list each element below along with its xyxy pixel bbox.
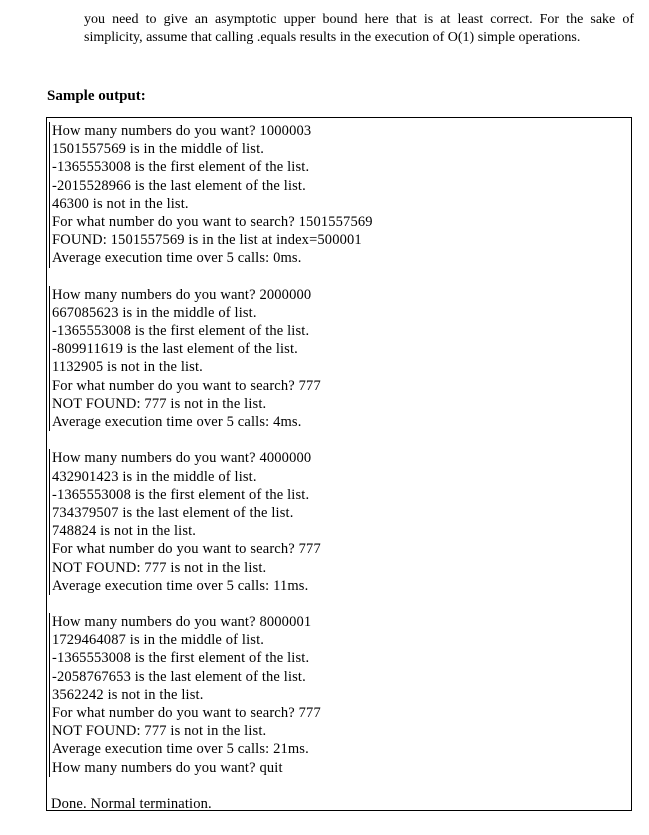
output-line: How many numbers do you want? 8000001 xyxy=(49,613,631,631)
output-line: 667085623 is in the middle of list. xyxy=(49,304,631,322)
output-line: 3562242 is not in the list. xyxy=(49,686,631,704)
blank-line xyxy=(50,595,631,613)
blank-line xyxy=(50,268,631,286)
output-line: -1365553008 is the first element of the list. xyxy=(49,486,631,504)
output-line: How many numbers do you want? quit xyxy=(49,759,631,777)
output-line: For what number do you want to search? 777 xyxy=(49,704,631,722)
intro-paragraph: you need to give an asymptotic upper bound here that is at least correct. For the sake of simplicity, assume that calling .equals results in the execution of O(1) simple operations. xyxy=(84,12,634,45)
output-line: 1132905 is not in the list. xyxy=(49,358,631,376)
output-line: -809911619 is the last element of the list. xyxy=(49,340,631,358)
output-run xyxy=(50,122,631,268)
output-run xyxy=(50,449,631,595)
output-line: 734379507 is the last element of the list. xyxy=(49,504,631,522)
output-line: For what number do you want to search? 777 xyxy=(49,540,631,558)
termination-line: Done. Normal termination. xyxy=(51,795,212,812)
output-run xyxy=(50,286,631,432)
output-line: How many numbers do you want? 2000000 xyxy=(49,286,631,304)
output-line: How many numbers do you want? 4000000 xyxy=(49,449,631,467)
output-line: Average execution time over 5 calls: 0ms. xyxy=(49,249,631,267)
output-line: 46300 is not in the list. xyxy=(49,195,631,213)
output-line: How many numbers do you want? 1000003 xyxy=(49,122,631,140)
output-line: 432901423 is in the middle of list. xyxy=(49,468,631,486)
output-line: FOUND: 1501557569 is in the list at index=500001 xyxy=(49,231,631,249)
sample-output-box xyxy=(46,117,632,811)
output-line: 748824 is not in the list. xyxy=(49,522,631,540)
output-line: -1365553008 is the first element of the list. xyxy=(49,649,631,667)
output-line: NOT FOUND: 777 is not in the list. xyxy=(49,395,631,413)
output-line: For what number do you want to search? 777 xyxy=(49,377,631,395)
output-line: -1365553008 is the first element of the list. xyxy=(49,158,631,176)
output-line: -2015528966 is the last element of the list. xyxy=(49,177,631,195)
output-line: 1501557569 is in the middle of list. xyxy=(49,140,631,158)
output-run xyxy=(50,613,631,777)
output-line: Average execution time over 5 calls: 21ms. xyxy=(49,740,631,758)
output-line: For what number do you want to search? 1501557569 xyxy=(49,213,631,231)
output-line: NOT FOUND: 777 is not in the list. xyxy=(49,722,631,740)
output-line: Average execution time over 5 calls: 4ms. xyxy=(49,413,631,431)
output-line: NOT FOUND: 777 is not in the list. xyxy=(49,559,631,577)
sample-output-heading: Sample output: xyxy=(47,88,146,104)
output-line: -2058767653 is the last element of the list. xyxy=(49,668,631,686)
output-line: 1729464087 is in the middle of list. xyxy=(49,631,631,649)
output-line: Average execution time over 5 calls: 11ms. xyxy=(49,577,631,595)
blank-line xyxy=(50,431,631,449)
blank-line xyxy=(50,777,631,795)
output-line: -1365553008 is the first element of the list. xyxy=(49,322,631,340)
